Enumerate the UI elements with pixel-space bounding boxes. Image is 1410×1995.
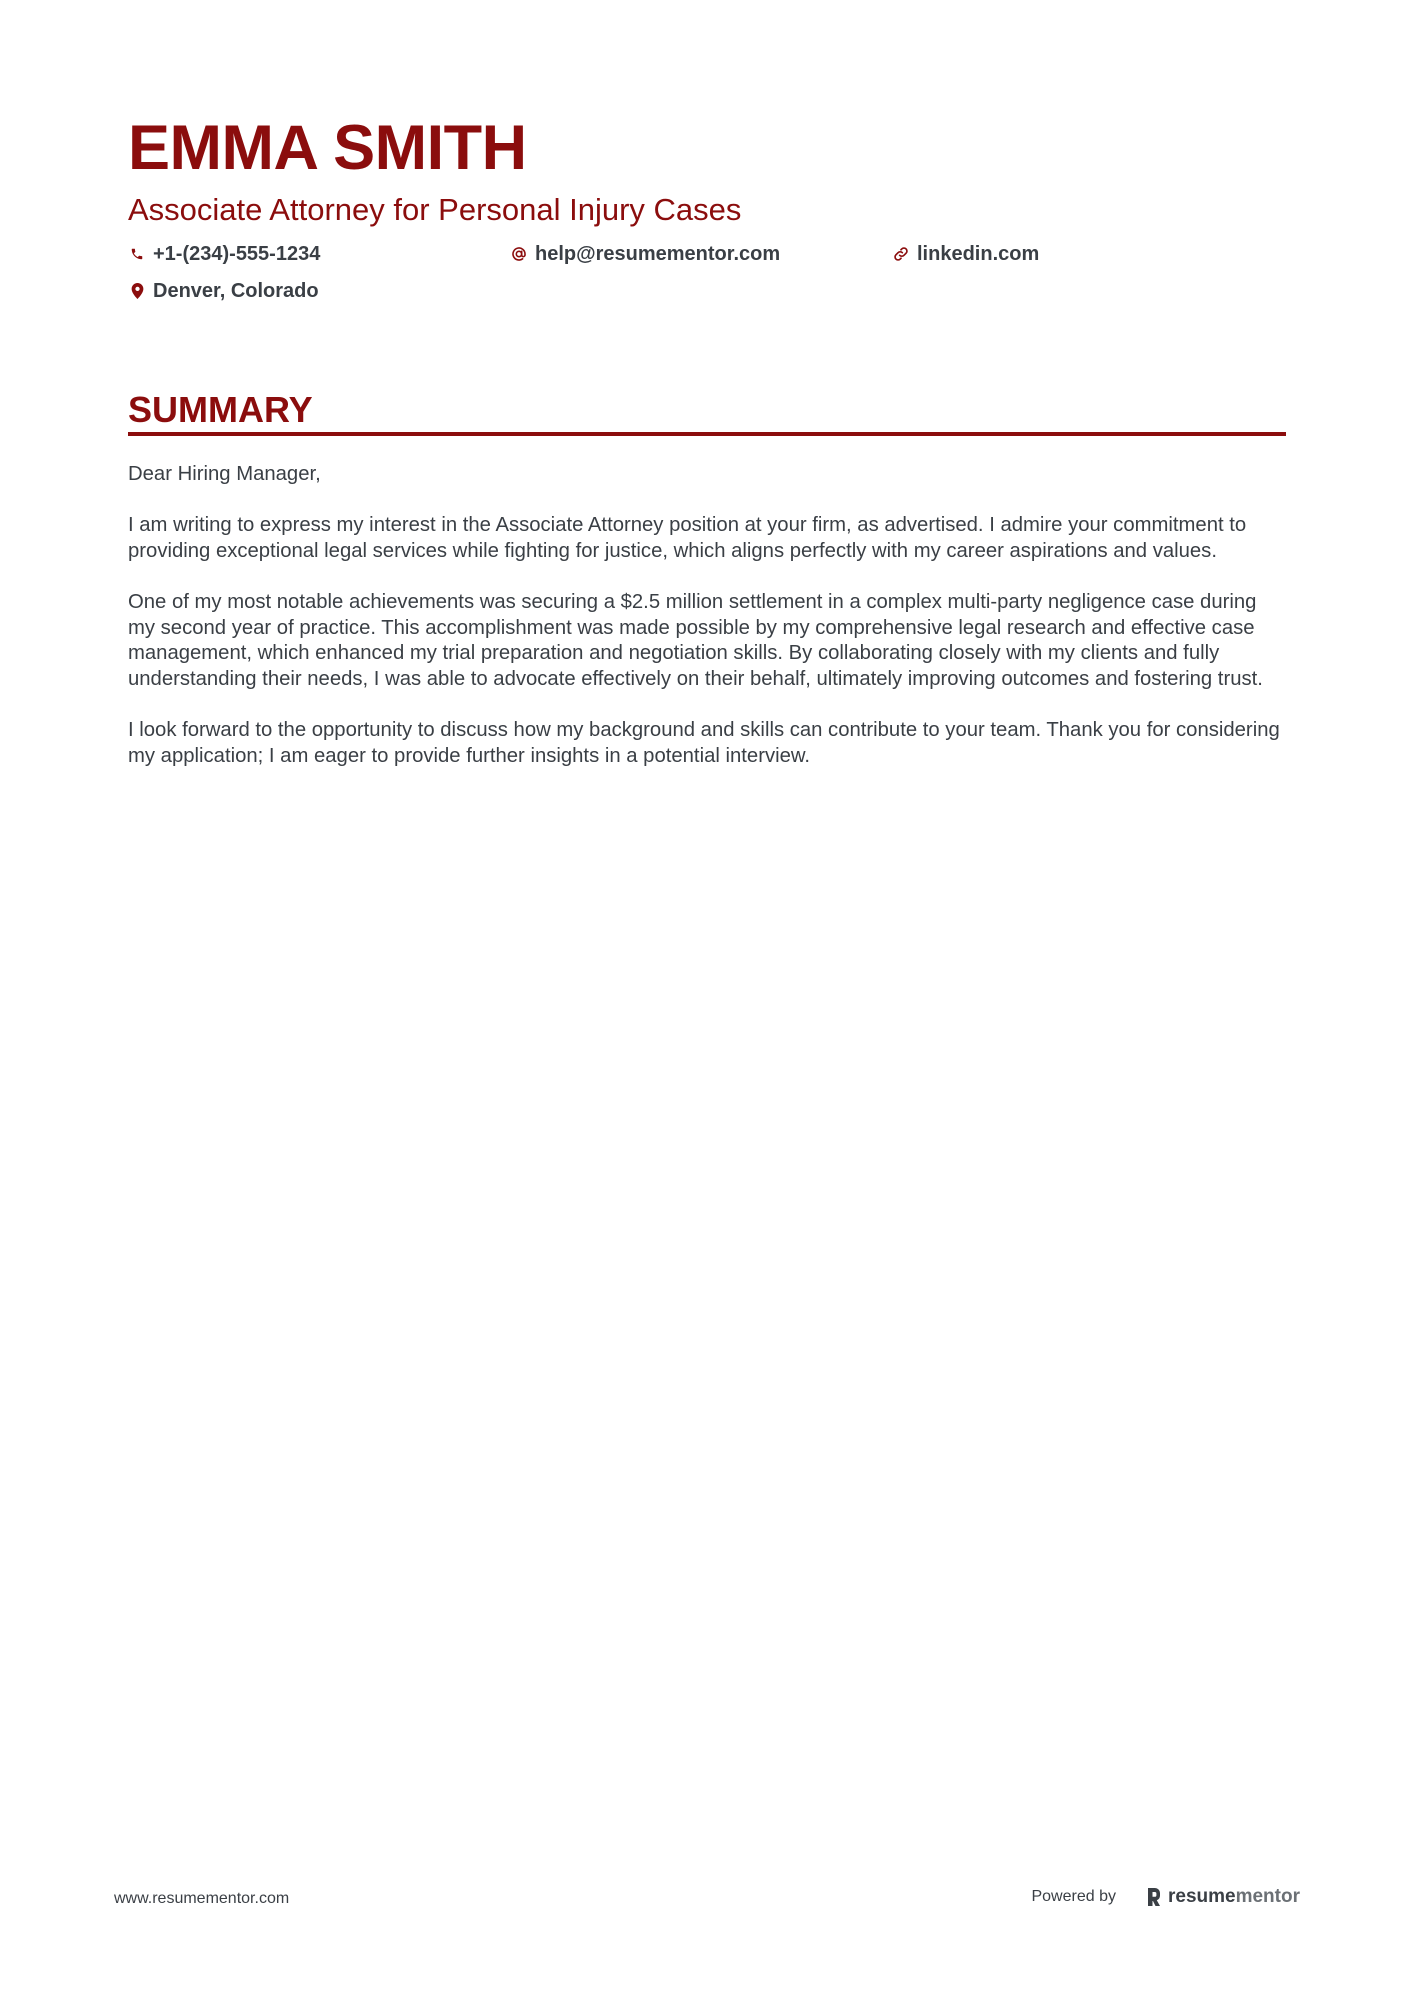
resumementor-logo-icon	[1146, 1887, 1164, 1907]
brand-logo[interactable]	[1146, 1885, 1300, 1909]
brand-name-part1: resume	[1167, 1886, 1236, 1907]
candidate-name: EMMA SMITH	[128, 113, 527, 183]
cover-letter-body	[128, 462, 1288, 795]
powered-by-label: Powered by	[1031, 1888, 1116, 1905]
at-icon	[510, 245, 528, 263]
summary-divider	[128, 432, 1286, 436]
contact-phone	[128, 241, 320, 267]
letter-greeting: Dear Hiring Manager,	[128, 463, 321, 485]
contact-location	[128, 278, 319, 304]
phone-text: +1-(234)-555-1234	[153, 243, 321, 265]
email-text[interactable]: help@resumementor.com	[535, 243, 781, 265]
letter-paragraph: I am writing to express my interest in the Associate Attorney position at your firm, as advertised. I admire your commitment to providing exceptional legal services while fighting for justice, which aligns perfectly with my career aspirations and values.	[128, 514, 1247, 562]
phone-icon	[128, 245, 146, 263]
location-text: Denver, Colorado	[153, 280, 319, 302]
website-text[interactable]: linkedin.com	[917, 243, 1040, 265]
footer-website[interactable]: www.resumementor.com	[114, 1890, 290, 1907]
location-pin-icon	[128, 282, 146, 300]
link-icon	[892, 245, 910, 263]
brand-name-part2: mentor	[1235, 1886, 1300, 1907]
summary-heading: SUMMARY	[128, 389, 313, 430]
job-title: Associate Attorney for Personal Injury Cases	[128, 192, 742, 227]
letter-paragraph: One of my most notable achievements was securing a $2.5 million settlement in a complex multi-party negligence case during my second year of practice. This accomplishment was made possible by my comprehensive legal research and effective case management, which enhanced my trial preparation and negotiation skills. By collaborating closely with my clients and fully understanding their needs, I was able to advocate effectively on their behalf, ultimately improving outcomes and fostering trust.	[128, 590, 1263, 690]
letter-paragraph: I look forward to the opportunity to discuss how my background and skills can contribute to your team. Thank you for considering my application; I am eager to provide further insights in a potential interview.	[128, 718, 1280, 767]
contact-email[interactable]	[510, 241, 780, 267]
contact-website[interactable]	[892, 241, 1039, 267]
footer-brand	[1031, 1885, 1300, 1909]
